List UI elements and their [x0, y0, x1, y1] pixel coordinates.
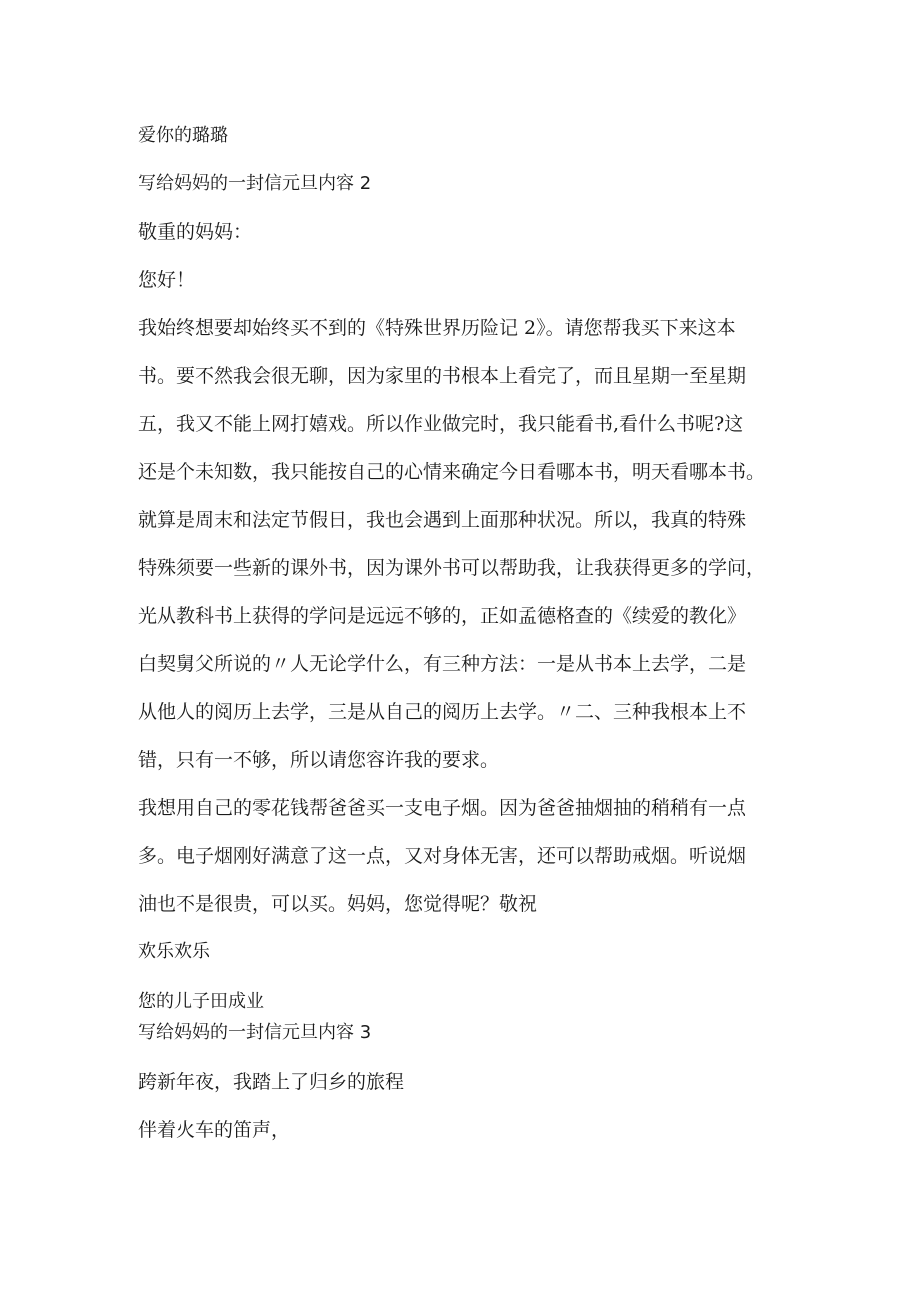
poem-line: 伴着火车的笛声， — [138, 1119, 291, 1141]
poem-line: 跨新年夜，我踏上了归乡的旅程 — [138, 1071, 405, 1093]
paragraph-line: 多。电子烟刚好满意了这一点，又对身体无害，还可以帮助戒烟。听说烟 — [138, 845, 747, 867]
signature: 您的儿子田成业 — [138, 991, 264, 1012]
paragraph-line: 还是个未知数，我只能按自己的心情来确定今日看哪本书，明天看哪本书。 — [138, 461, 766, 483]
paragraph-line: 我想用自己的零花钱帮爸爸买一支电子烟。因为爸爸抽烟抽的稍稍有一点 — [138, 797, 747, 819]
greeting: 您好！ — [138, 269, 196, 291]
paragraph-line: 特殊须要一些新的课外书，因为课外书可以帮助我，让我获得更多的学问， — [138, 557, 766, 579]
salutation: 敬重的妈妈： — [138, 221, 253, 243]
paragraph-line: 书。要不然我会很无聊，因为家里的书根本上看完了，而且星期一至星期 — [138, 365, 747, 387]
wish-line: 欢乐欢乐 — [138, 941, 210, 962]
paragraph-line: 我始终想要却始终买不到的《特殊世界历险记 2》。请您帮我买下来这本 — [138, 317, 736, 339]
section-heading: 写给妈妈的一封信元旦内容 2 — [138, 173, 372, 194]
paragraph-line: 五，我又不能上网打嬉戏。所以作业做完时，我只能看书,看什么书呢?这 — [138, 413, 744, 435]
section-heading: 写给妈妈的一封信元旦内容 3 — [138, 1022, 372, 1043]
paragraph-line: 从他人的阅历上去学，三是从自己的阅历上去学。〃二、三种我根本上不 — [138, 701, 747, 723]
paragraph-line: 油也不是很贵，可以买。妈妈，您觉得呢？敬祝 — [138, 893, 538, 915]
closing-line: 爱你的璐璐 — [138, 125, 228, 146]
paragraph-line: 就算是周末和法定节假日，我也会遇到上面那种状况。所以，我真的特殊 — [138, 509, 747, 531]
paragraph-line: 白契舅父所说的〃人无论学什么，有三种方法：一是从书本上去学，二是 — [138, 653, 747, 675]
paragraph-line: 光从教科书上获得的学问是远远不够的，正如孟德格查的《续爱的教化》 — [138, 605, 747, 627]
paragraph-line: 错，只有一不够，所以请您容许我的要求。 — [138, 749, 500, 771]
